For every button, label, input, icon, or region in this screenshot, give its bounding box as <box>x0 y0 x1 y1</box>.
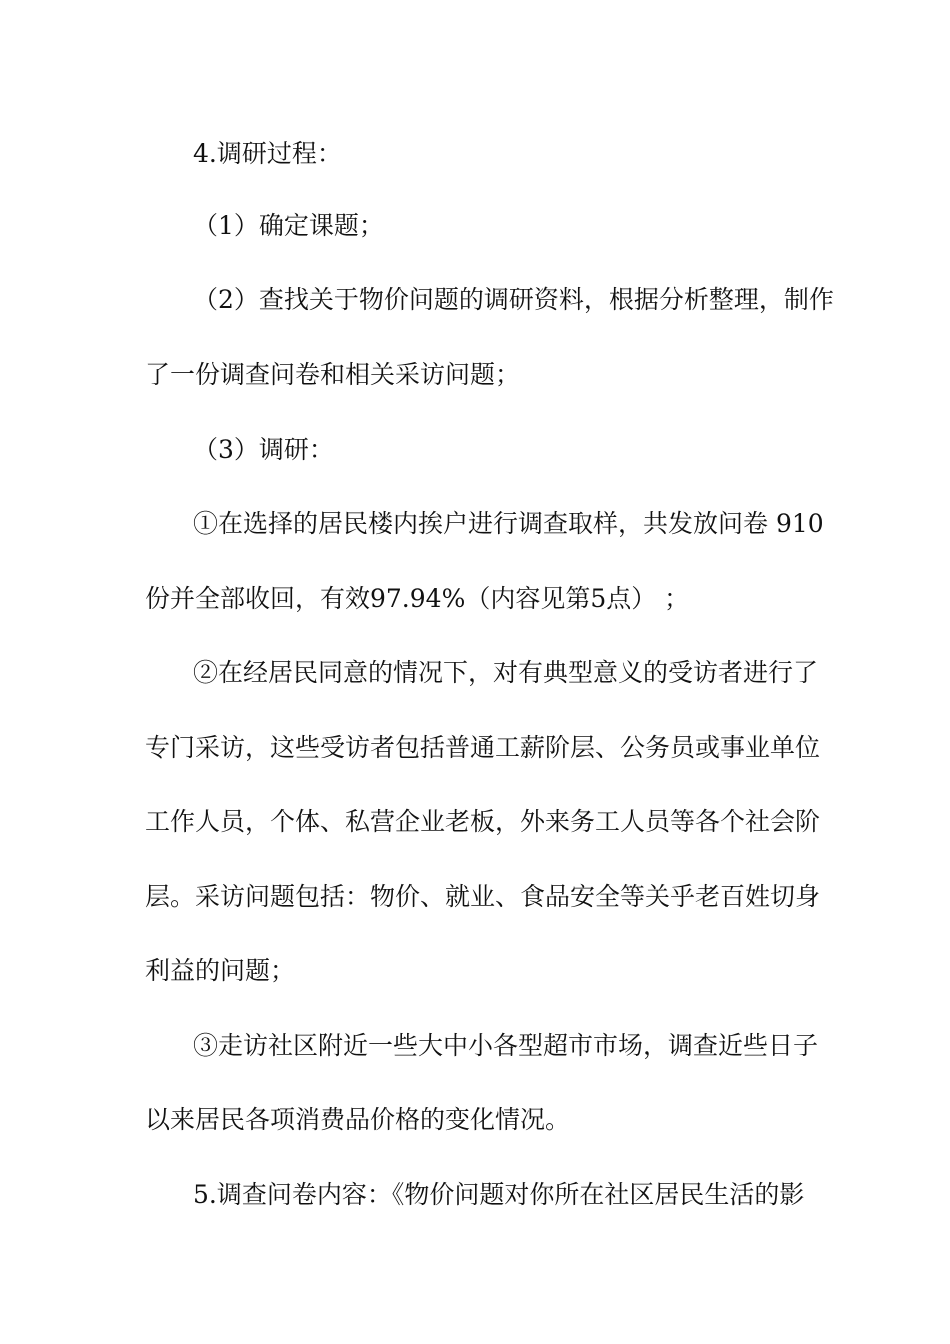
step-2-line-1: （2）查找关于物价问题的调研资料，根据分析整理，制作 <box>193 285 834 314</box>
step-1-line: （1）确定课题； <box>193 211 384 240</box>
heading-research-process: 4.调研过程： <box>193 139 342 168</box>
item-2-line-2: 专门采访，这些受访者包括普通工薪阶层、公务员或事业单位 <box>145 733 821 762</box>
item-1-line-1: ①在选择的居民楼内挨户进行调查取样，共发放问卷 910 <box>193 509 824 538</box>
item-3-line-1: ③走访社区附近一些大中小各型超市市场，调查近些日子 <box>193 1031 819 1060</box>
item-3-line-2: 以来居民各项消费品价格的变化情况。 <box>145 1105 571 1134</box>
step-3-line: （3）调研： <box>193 435 334 464</box>
heading-questionnaire-content: 5.调查问卷内容：《物价问题对你所在社区居民生活的影 <box>193 1180 805 1209</box>
item-2-line-3: 工作人员，个体、私营企业老板，外来务工人员等各个社会阶 <box>145 807 821 836</box>
step-2-line-2: 了一份调查问卷和相关采访问题； <box>145 360 521 389</box>
item-1-line-2: 份并全部收回，有效97.94%（内容见第5点） ； <box>145 584 690 613</box>
item-2-line-4: 层。采访问题包括：物价、就业、食品安全等关乎老百姓切身 <box>145 882 821 911</box>
item-2-line-1: ②在经居民同意的情况下，对有典型意义的受访者进行了 <box>193 658 819 687</box>
item-2-line-5: 利益的问题； <box>145 956 296 985</box>
